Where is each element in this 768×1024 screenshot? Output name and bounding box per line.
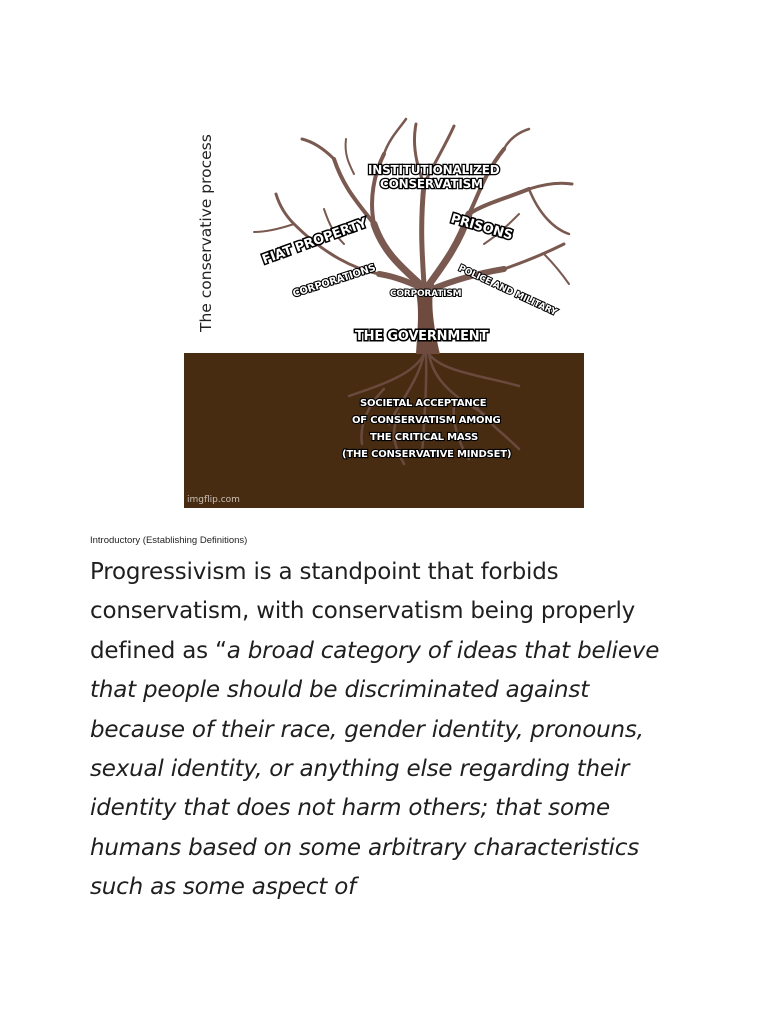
label-prisons: PRISONS (448, 211, 515, 244)
label-corporatism: CORPORATISM (390, 289, 462, 299)
label-roots-line-2: OF CONSERVATISM AMONG (352, 415, 501, 426)
tree-branches (254, 119, 572, 290)
label-roots-line-1: SOCIETAL ACCEPTANCE (360, 398, 487, 409)
section-caption: Introductory (Establishing Definitions) (90, 535, 248, 546)
side-title: The conservative process (197, 134, 215, 332)
label-the-government: THE GOVERNMENT (355, 329, 489, 344)
label-conservatism: CONSERVATISM (380, 177, 483, 191)
label-police-military: POLICE AND MILITARY (456, 263, 559, 319)
label-institutionalized: INSTITUTIONALIZED (368, 163, 500, 177)
label-roots-line-4: (THE CONSERVATIVE MINDSET) (342, 449, 512, 460)
intro-paragraph (90, 553, 690, 908)
tree-illustration (184, 104, 584, 508)
paragraph-definition-quote: a broad category of ideas that believe that people should be discriminated against because of their race, gender identity, pronouns, sexual identity, or anything else regarding their identity that does not harm others; that some humans based on some arbitrary characteristics such as some aspect of (90, 637, 660, 901)
label-corporations: CORPORATIONS (291, 262, 377, 300)
soil-block (184, 353, 584, 508)
conservative-process-tree-image (184, 104, 584, 508)
label-fiat-property: FIAT PROPERTY (260, 215, 369, 268)
imgflip-watermark: imgflip.com (187, 495, 240, 505)
paragraph-lead: Progressivism is a standpoint that forbids conservatism, with conservatism being properly defined as “ (90, 559, 636, 664)
label-roots-line-3: THE CRITICAL MASS (370, 432, 478, 443)
